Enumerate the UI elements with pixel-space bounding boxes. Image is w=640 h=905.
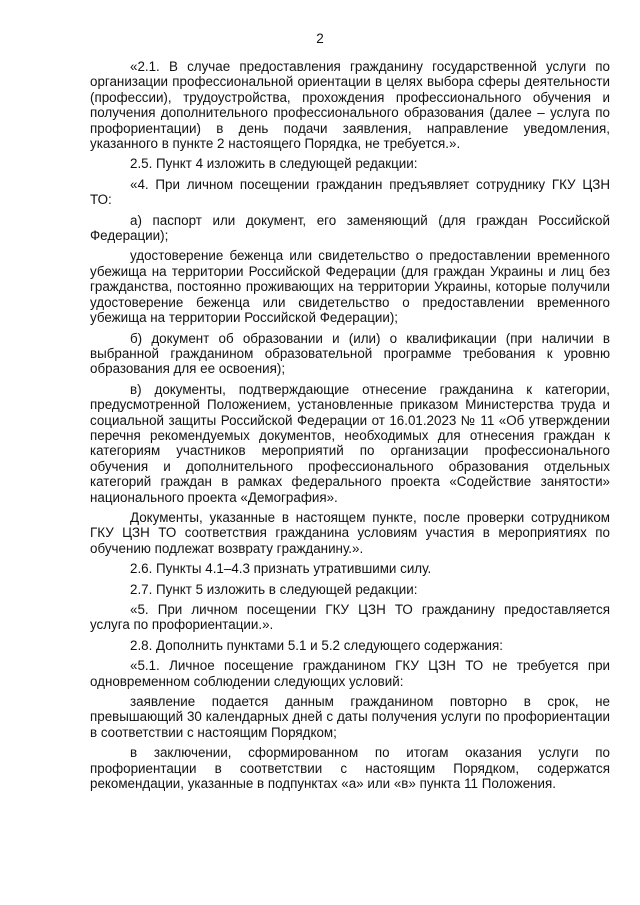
paragraph-5-1-condition-1: заявление подается данным гражданином повторно в срок, не превышающий 30 календарных дней с даты получения услуги по профориентации в соответствии с настоящим Порядком;	[90, 694, 610, 740]
paragraph-2-5-heading: 2.5. Пункт 4 изложить в следующей редакции:	[130, 156, 418, 172]
paragraph-2-1-text: «2.1. В случае предоставления гражданину государственной услуги по организации профессиональной ориентации в целях выбора сферы деятельности (профессии), трудоустройства, прохождения профессионального обучения и получения дополнительного профессионального образования (далее – услуга по профориентации) в день подачи заявления, направление уведомления, указанного в пункте 2 настоящего Порядка, не требуется.».	[90, 59, 610, 152]
paragraph-2-6: 2.6. Пункты 4.1–4.3 признать утратившими силу.	[130, 561, 432, 577]
paragraph-5-1-intro: «5.1. Личное посещение гражданином ГКУ ЦЗН ТО не требуется при одновременном соблюдении следующих условий:	[90, 658, 610, 689]
paragraph-2-7-heading: 2.7. Пункт 5 изложить в следующей редакции:	[130, 581, 418, 597]
paragraph-4-item-b: б) документ об образовании и (или) о квалификации (при наличии в выбранной гражданином образовательной программе требования к уровню образования для ее освоения);	[90, 330, 610, 377]
paragraph-4-intro: «4. При личном посещении гражданин предъявляет сотруднику ГКУ ЦЗН ТО:	[90, 176, 610, 208]
document-body	[90, 59, 610, 796]
paragraph-5-1-condition-2: в заключении, сформированном по итогам оказания услуги по профориентации в соответствии с настоящим Порядком, содержатся рекомендации, указанные в подпунктах «а» или «в» пункта 11 Положения.	[90, 745, 610, 792]
page-number: 2	[316, 31, 324, 46]
paragraph-4-item-a: а) паспорт или документ, его заменяющий (для граждан Российской Федерации);	[90, 212, 610, 244]
paragraph-4-documents-return: Документы, указанные в настоящем пункте, после проверки сотрудником ГКУ ЦЗН ТО соответствия гражданина условиям участия в мероприятиях по обучению подлежат возврату гражданину.».	[90, 509, 610, 556]
paragraph-4-refugee-certificate: удостоверение беженца или свидетельство о предоставлении временного убежища на территории Российской Федерации (для граждан Украины и лиц без гражданства, постоянно проживающих на территории Украины, которые получили удостоверение беженца или свидетельство о предоставлении временного убежища на территории Российской Федерации);	[90, 248, 610, 326]
paragraph-5-text: «5. При личном посещении ГКУ ЦЗН ТО гражданину предоставляется услуга по профориентации.».	[90, 602, 610, 633]
paragraph-4-item-v: в) документы, подтверждающие отнесение гражданина к категории, предусмотренной Положением, установленные приказом Министерства труда и социальной защиты Российской Федерации от 16.01.2023 № 11 «Об утверждении перечня рекомендуемых документов, необходимых для отнесения граждан к категориям участников мероприятий по организации профессионального обучения и дополнительного профессионального образования отдельных категорий граждан в рамках федерального проекта «Содействие занятости» национального проекта «Демография».	[90, 381, 610, 505]
paragraph-2-8-heading: 2.8. Дополнить пунктами 5.1 и 5.2 следующего содержания:	[130, 637, 503, 653]
